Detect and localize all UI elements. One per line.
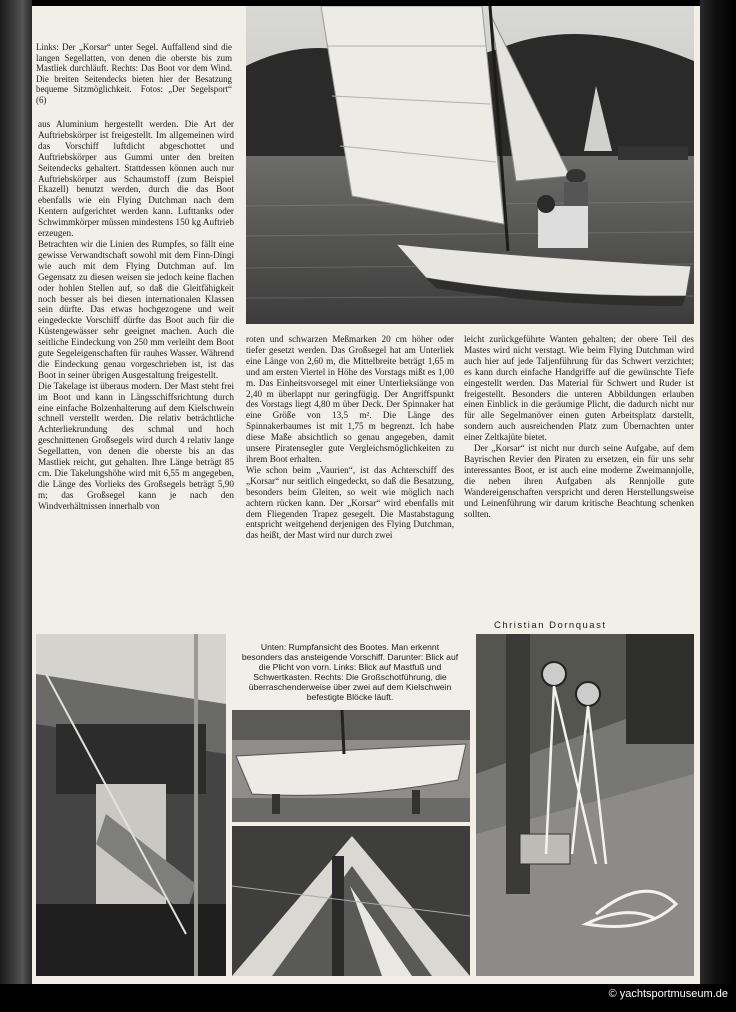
book-spine-left (0, 0, 32, 984)
photo-mast-foot (36, 634, 226, 976)
photo-hull-side (232, 710, 470, 822)
author-name: Christian Dornquast (494, 620, 607, 631)
magazine-page (32, 6, 700, 984)
col1-para-1: aus Aluminium hergestellt werden. Die Art der Auftriebskörper ist freigestellt. Im allgemeinen wird das Vorschiff luftdicht abgeschottet und Auftriebskörper aus Gummi unter den breiten Seitendecks gehaltert. Stattdessen können auch nur Auftriebskörper aus Schaumstoff (zum Beispiel Ekazell) benutzt werden, durch die das Boot ebenfalls wie ein Flying Dutchman nach dem Kentern aufgerichtet werden kann. Lufttanks oder Schwimmkörper müssen mindestens 150 kg Auftrieb erzeugen. (38, 119, 234, 239)
caption-top (36, 42, 232, 106)
col3-para-2: Der „Korsar“ ist nicht nur durch seine Aufgabe, auf dem Bayrischen Revier den Piraten zu ersetzen, ein für uns sehr interessantes Boot, er ist auch eine moderne Zweimannjolle, die neben ihren Aufgaben als Rennjolle gute Wandereigenschaften verspricht und deren Herstellungsweise und Leinenführung wir darum kritische Beachtung schenken sollten. (464, 443, 694, 519)
caption-top-text: Links: Der „Korsar“ unter Segel. Auffallend sind die langen Segellatten, von denen die oberste bis zum Mastliek durchläuft. Rechts: Das Boot vor dem Wind. Die breiten Seitendecks bieten hier der Besatzung bequeme Sitzmöglichkeit. (36, 42, 232, 95)
col1-para-2: Betrachten wir die Linien des Rumpfes, so fällt eine gewisse Verwandtschaft sowohl mit dem Finn-Dingi wie auch mit dem Flying Dutchman auf. Im Gegensatz zu diesen weisen sie jedoch keine flachen oder hohlen Stellen auf, so daß die Gleitfähigkeit noch besser als bei diesen internationalen Klassen sein dürfte. Das etwas hochgezogene und weit eingedeckte Vorschiff dürfte das Boot auch für die Küstengewässer sehr geeignet machen. Auch die seitliche Eindeckung von 250 mm verleiht dem Boot gute Segeleigenschaften für rauhes Wasser. Während die Eindeckung genau vorgeschrieben ist, ist das Boot in seiner übrigen Ausgestaltung freigestellt. (38, 238, 234, 380)
sailing-photo-drawing (246, 6, 694, 324)
col2-para-1: roten und schwarzen Meßmarken 20 cm höher oder tiefer gesetzt werden. Das Großsegel hat am Unterliek eine Länge von 2,60 m, die Mittelbreite beträgt 1,65 m und am ersten Viertel in Höhe des Vorstags mißt es 1,00 m. Das Einheitsvorsegel mit einer Unterlieksiänge von 2,40 m überlappt nur geringfügig. Der Angriffspunkt des Vorstags liegt 4,80 m über Deck. Der Spinnaker hat eine Größe von 13,5 m². Die Länge des Spinnakerbaumes ist mit 1,75 m begrenzt. Ich habe diese Maße absichtlich so genau angegeben, damit unsere Piratensegler gute Vergleichsmöglichkeiten zu ihrem Boot erhalten. (246, 334, 454, 464)
column-3 (464, 334, 694, 519)
col1-para-3: Die Takelage ist überaus modern. Der Mast steht frei im Boot und kann in Längsschiffsrichtung durch eine einfache Bolzenhalterung auf dem Kielschwein schnell verstellt werden. Die relativ beträchtliche Achterliekrundung des schmal und hoch geschnittenen Großsegels wird durch 4 relativ lange Segellatten, von denen die oberste bis an das Mastliek reicht, gut gehalten. Ihre Länge beträgt 85 cm. Die Takelungshöhe wird mit 6,55 m angegeben, die Länge des Vorlieks des Großsegels beträgt 5,90 m; das Großsegel kann je nach den Windverhältnissen innerhalb von (38, 380, 234, 511)
column-2 (246, 334, 454, 541)
photo-sailing-boat (246, 6, 694, 324)
blocks-drawing (476, 634, 694, 976)
cockpit-drawing (232, 826, 470, 976)
col2-para-2: Wie schon beim „Vaurien“, ist das Achterschiff des „Korsar“ nur seitlich eingedeckt, so daß die Besatzung, besonders beim Gleiten, so weit wie möglich nach achtern rücken kann. Der „Korsar“ wird ebenfalls mit dem Fliegenden Trapez gesegelt. Die Mastabstagung entspricht weitgehend derjenigen des Flying Dutchman, das heißt, der Mast wird nur durch zwei (246, 464, 454, 541)
book-edge-right (700, 0, 736, 984)
hull-drawing (232, 710, 470, 822)
column-1 (38, 119, 234, 512)
watermark-credit: © yachtsportmuseum.de (608, 988, 728, 1000)
mast-foot-drawing (36, 634, 226, 976)
caption-top-credit: Fotos: „Der Segelsport“ (6) (36, 84, 232, 105)
photo-cockpit-view (232, 826, 470, 976)
photo-mainsheet-blocks (476, 634, 694, 976)
caption-bottom: Unten: Rumpfansicht des Bootes. Man erkennt besonders das ansteigende Vorschiff. Darunter: Blick auf die Plicht von vorn. Links: Blick auf Mastfuß und Schwertkasten. Rechts: Die Großschotführung, die überraschenderweise über zwei auf dem Kielschwein befestigte Blöcke läuft. (241, 642, 459, 702)
col3-para-1: leicht zurückgeführte Wanten gehalten; der obere Teil des Mastes wird nicht verstagt. Wie beim Flying Dutchman wird auch hier auf jede Taljenführung für das Schwert verzichtet; es kann durch einfache Handgriffe auf die gewünschte Tiefe eingestellt werden. Das Material für Schwert und Ruder ist freigestellt. Besonders die unteren Abbildungen erlauben einen Einblick in die geräumige Plicht, die dadurch nicht nur für alle Segelmanöver einen guten Arbeitsplatz darstellt, sondern auch ausreichenden Platz zum Übernachten unter einer Zeltkajüte bietet. (464, 334, 694, 443)
